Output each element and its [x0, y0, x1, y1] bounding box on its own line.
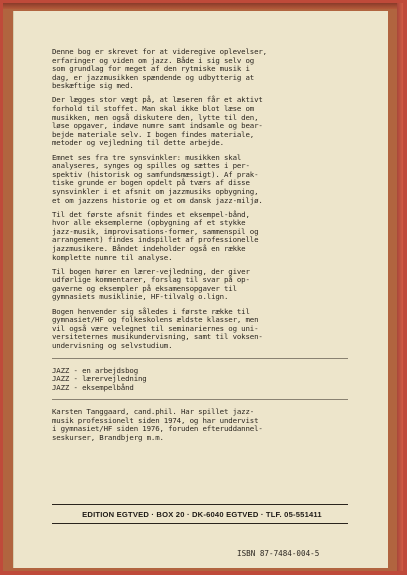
text-line: vil også være velegnet til seminariernes og uni-: [52, 323, 259, 333]
text-line: Bogen henvender sig således i første række til: [52, 306, 250, 316]
text-line: beskæftige sig med.: [52, 81, 134, 91]
text-line: tiske grunde er bogen opdelt på tværs af disse: [52, 178, 250, 188]
divider: [52, 358, 348, 359]
series-list: [52, 367, 348, 393]
text-line: komplette numre til analyse.: [52, 252, 173, 262]
footer-rule-bottom: [52, 523, 348, 524]
text-line: seskurser, Brandbjerg m.m.: [52, 433, 164, 443]
text-line: Der lægges stor vægt på, at læseren får et aktivt: [52, 95, 263, 105]
author-bio: [52, 408, 348, 442]
text-line: synsvinkler i et afsnit om jazzmusiks opbygning,: [52, 186, 259, 196]
text-line: gymnasiets musiklinie, HF-tilvalg o.lign.: [52, 292, 229, 302]
footer-rule-top: [52, 504, 348, 505]
text-line: musikken, men også diskutere den, lytte til den,: [52, 112, 259, 122]
text-line: versiteternes musikundervisning, samt til voksen-: [52, 332, 263, 342]
text-line: Til bogen hører en lærer-vejledning, der giver: [52, 266, 250, 276]
cover-top-edge: [3, 3, 400, 9]
text-line: dag, er jazzmusikken spændende og udbytterig at: [52, 72, 255, 82]
series-item: JAZZ - eksempelbånd: [52, 382, 134, 392]
text-line: udførlige kommentarer, forslag til svar på op-: [52, 275, 250, 285]
text-line: analyseres, synges og spilles og sættes i per-: [52, 161, 250, 171]
text-line: jazzmusikere. Båndet indeholder også en række: [52, 243, 246, 253]
text-line: løse opgaver, indøve numre samt indsamle og bear-: [52, 121, 263, 131]
isbn: ISBN 87-7484-004-5: [237, 549, 320, 558]
intro-paragraph-4: [52, 211, 348, 263]
text-line: metoder og vejledning til dette arbejde.: [52, 138, 224, 148]
text-line: Emnet ses fra tre synsvinkler: musikken skal: [52, 152, 242, 162]
text-line: Karsten Tanggaard, cand.phil. Har spillet jazz-: [52, 407, 255, 417]
text-line: jazz-musik, improvisations-former, sammenspil og: [52, 226, 259, 236]
intro-paragraph-2: [52, 96, 348, 148]
publisher-line: EDITION EGTVED · BOX 20 · DK-6040 EGTVED · TLF. 05-551411: [82, 510, 322, 519]
text-line: undervisning og selvstudium.: [52, 340, 173, 350]
text-line: Denne bog er skrevet for at videregive oplevelser,: [52, 47, 267, 56]
text-line: bejde materiale selv. I bogen findes materiale,: [52, 129, 255, 139]
text-line: erfaringer og viden om jazz. Både i sig selv og: [52, 55, 255, 65]
text-line: et om jazzens historie og et om dansk jazz-miljø.: [52, 195, 263, 205]
text-line: spektiv (historisk og samfundsmæssigt). Af prak-: [52, 169, 259, 179]
text-line: hvor alle eksemplerne (opbygning af et stykke: [52, 218, 246, 228]
text-line: i gymnasiet/HF siden 1976, foruden efteruddannel-: [52, 424, 263, 434]
divider: [52, 399, 348, 400]
text-line: arrangement) findes indspillet af professionelle: [52, 235, 259, 245]
text-line: gaverne og eksempler på eksamensopgaver til: [52, 283, 237, 293]
cover-spine-edge: [397, 3, 403, 571]
text-line: musik professionelt siden 1974, og har undervist: [52, 415, 259, 425]
series-item: JAZZ - lærervejledning: [52, 374, 147, 384]
text-line: Til det første afsnit findes et eksempel-bånd,: [52, 209, 250, 219]
text-line: forhold til stoffet. Man skal ikke blot læse om: [52, 104, 255, 114]
intro-paragraph-6: [52, 308, 348, 351]
intro-paragraph-1: [52, 48, 348, 91]
intro-paragraph-5: [52, 268, 348, 302]
intro-paragraph-3: [52, 154, 348, 206]
text-line: som grundlag for meget af den rytmiske musik i: [52, 64, 250, 74]
series-item: JAZZ - en arbejdsbog: [52, 365, 138, 375]
text-line: gymnasiet/HF og folkeskolens ældste klasser, men: [52, 315, 259, 325]
back-cover-text: [52, 48, 348, 448]
